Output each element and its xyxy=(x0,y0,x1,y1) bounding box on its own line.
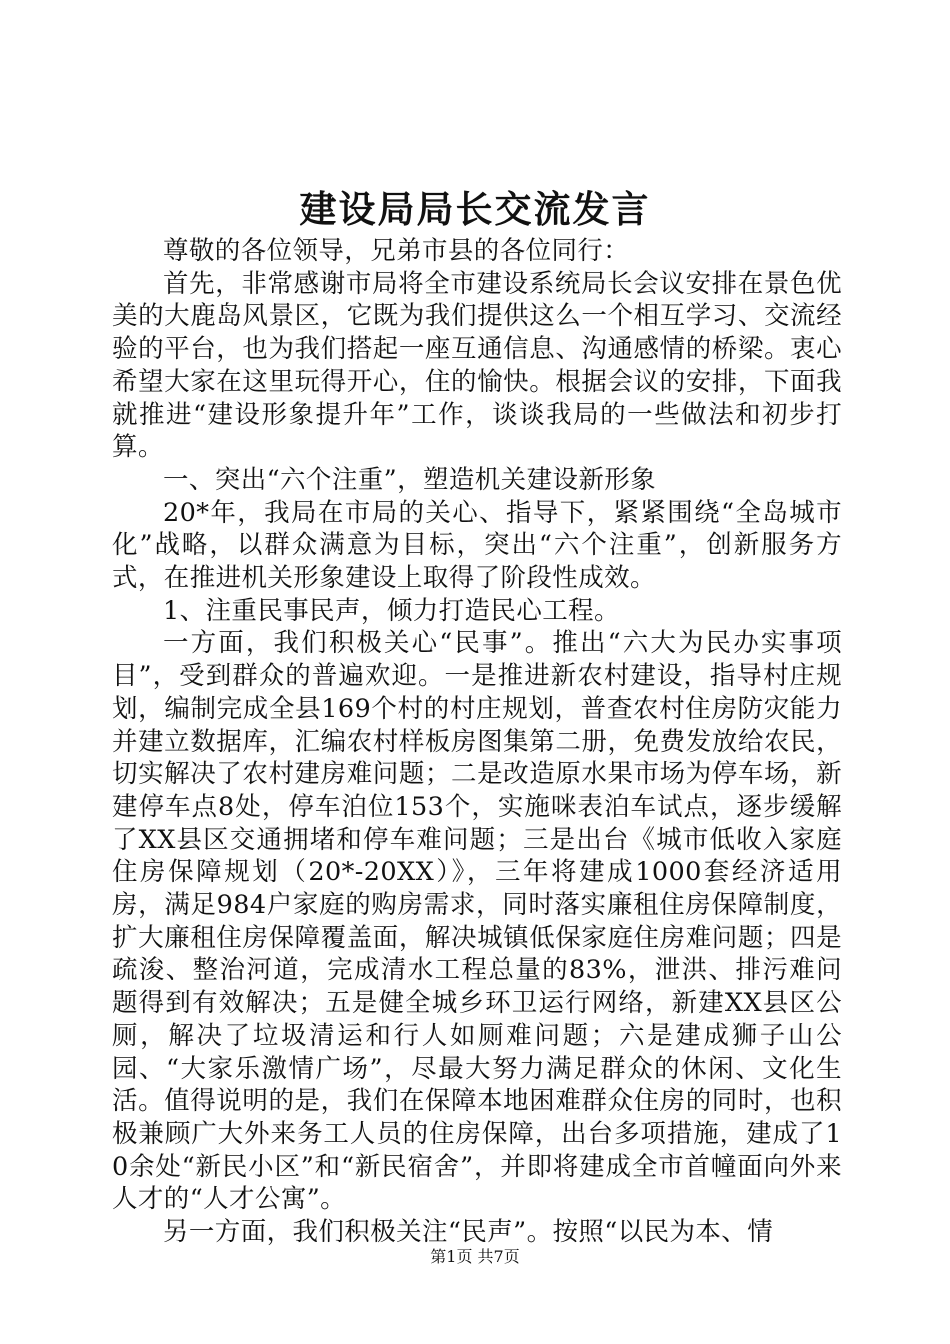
section-heading-1: 一、突出“六个注重”，塑造机关建设新形象 xyxy=(163,464,657,495)
paragraph-salutation: 尊敬的各位领导，兄弟市县的各位同行： xyxy=(163,236,630,266)
subheading-1: 1、注重民事民声，倾力打造民心工程。 xyxy=(163,595,620,626)
document-body xyxy=(112,235,842,1249)
paragraph-minshi: 一方面，我们积极关心“民事”。推出“六大为民办实事项目”，受到群众的普遍欢迎。一是推进新农村建设，指导村庄规划，编制完成全县169个村的村庄规划，普查农村住房防灾能力并建立数据库，汇编农村样板房图集第二册，免费发放给农民，切实解决了农村建房难问题；二是改造原水果市场为停车场，新建停车点8处，停车泊位153个，实施咪表泊车试点，逐步缓解了XX县区交通拥堵和停车难问题；三是出台《城市低收入家庭住房保障规划（20*-20XX）》，三年将建成1000套经济适用房，满足984户家庭的购房需求，同时落实廉租住房保障制度，扩大廉租住房保障覆盖面，解决城镇低保家庭住房难问题；四是疏浚、整治河道，完成清水工程总量的83%，泄洪、排污难问题得到有效解决；五是健全城乡环卫运行网络，新建XX县区公厕，解决了垃圾清运和行人如厕难问题；六是建成狮子山公园、“大家乐激情广场”，尽最大努力满足群众的休闲、文化生活。值得说明的是，我们在保障本地困难群众住房的同时，也积极兼顾广大外来务工人员的住房保障，出台多项措施，建成了10余处“新民小区”和“新民宿舍”，并即将建成全市首幢面向外来人才的“人才公寓”。 xyxy=(112,628,842,1215)
paragraph-summary: 20*年，我局在市局的关心、指导下，紧紧围绕“全岛城市化”战略，以群众满意为目标，突出“六个注重”，创新服务方式，在推进机关形象建设上取得了阶段性成效。 xyxy=(112,497,842,594)
document-title: 建设局局长交流发言 xyxy=(299,187,651,231)
page-number: 第1页 共7页 xyxy=(430,1247,520,1266)
paragraph-intro: 首先，非常感谢市局将全市建设系统局长会议安排在景色优美的大鹿岛风景区，它既为我们提供这么一个相互学习、交流经验的平台，也为我们搭起一座互通信息、沟通感情的桥梁。衷心希望大家在这里玩得开心，住的愉快。根据会议的安排，下面我就推进“建设形象提升年”工作，谈谈我局的一些做法和初步打算。 xyxy=(112,268,842,463)
paragraph-minsheng: 另一方面，我们积极关注“民声”。按照“以民为本、情 xyxy=(163,1217,774,1248)
